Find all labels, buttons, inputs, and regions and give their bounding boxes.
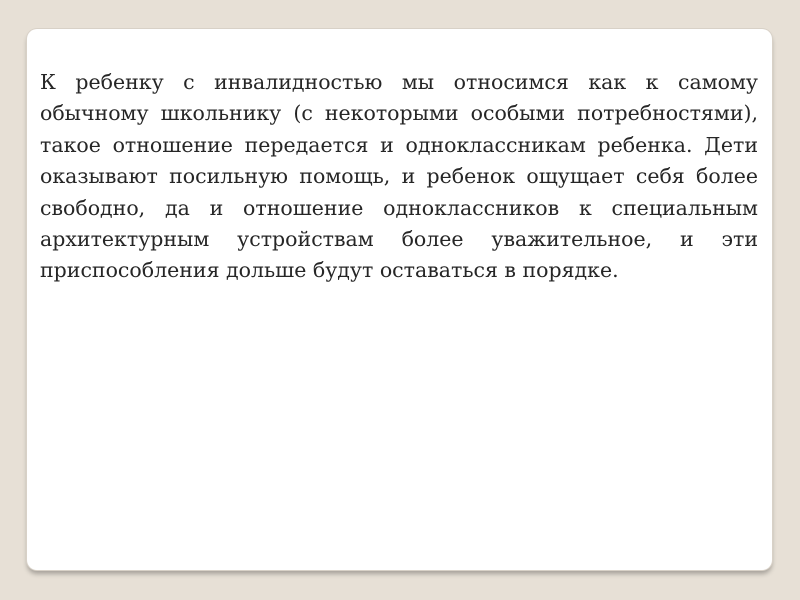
slide-body-text: К ребенку с инвалидностью мы относимся как к самому обычному школьнику (с некоторыми особыми потребностями), такое отношение передается и одноклассникам ребенка. Дети оказывают посильную помощь, и ребенок ощущает себя более свободно, да и отношение одноклассников к специальным архитектурным устройствам более уважительное, и эти приспособления дольше будут оставаться в порядке. <box>40 70 758 283</box>
